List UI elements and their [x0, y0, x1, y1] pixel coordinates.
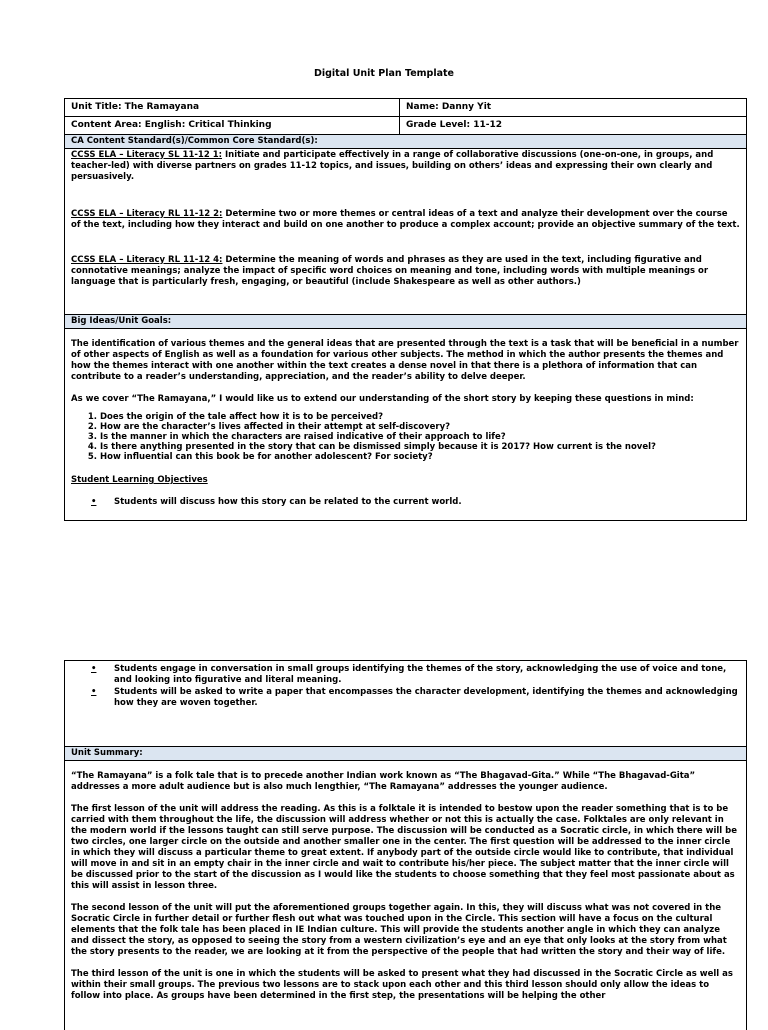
unit-title-cell: Unit Title: The Ramayana: [65, 99, 400, 116]
standard-item: [71, 150, 740, 209]
standard-text: Determine the meaning of words and phrases as they are used in the text, including figurative and connotative meanings; analyze the impact of specific word choices on meaning and tone, including words with multiple meanings or language that is particularly fresh, engaging, or beautiful (include Shakespeare as well as other authors.): [71, 255, 709, 287]
slo-item: [71, 664, 740, 686]
bullet-icon: •: [91, 497, 97, 507]
guiding-question: 4. Is there anything presented in the story that can be dismissed simply because it is 2017? How current is the novel?: [100, 442, 740, 452]
standard-text: Initiate and participate effectively in a range of collaborative discussions (one-on-one, in groups, and teacher-led) with diverse partners on grades 11-12 topics, and issues, building on others’ ideas and expressing their own clearly and persuasively.: [71, 150, 714, 182]
unit-summary-heading: Unit Summary:: [65, 746, 746, 761]
slo-item: [71, 687, 740, 709]
big-ideas-section: [65, 329, 746, 508]
standards-section: [65, 149, 746, 314]
header-row-2: [65, 117, 746, 135]
guiding-question: 3. Is the manner in which the characters are raised indicative of their approach to life?: [100, 432, 740, 442]
summary-paragraph: The second lesson of the unit will put the aforementioned groups together again. In this, they will discuss what was not covered in the Socratic Circle in further detail or further flesh out what was touched upon in the Circle. This section will have a focus on the cultural elements that the folk tale has been placed in IE Indian culture. This will provide the students another angle in which they can analyze and dissect the story, as opposed to seeing the story from a western civilization’s eye and an eye that only looks at the story from what the story presents to the reader, we are looking at it from the perspective of the people that had written the story and their way of life.: [71, 903, 727, 957]
guiding-question: 1. Does the origin of the tale affect how it is to be perceived?: [100, 412, 740, 422]
standard-item: [71, 255, 740, 314]
standard-code: CCSS ELA – Literacy RL 11-12 2:: [71, 209, 223, 219]
big-ideas-paragraph: The identification of various themes and the general ideas that are presented through the text is a task that will be beneficial in a number of other aspects of English as well as a foundation for various other subjects. The method in which the author presents the themes and how the themes interact with one another within the text creates a dense novel in that there is a plethora of information that can contribute to a reader’s understanding, appreciation, and the reader’s ability to delve deeper.: [71, 339, 739, 382]
unit-summary-section: [65, 761, 746, 1002]
bullet-icon: •: [91, 687, 97, 697]
slo-text: Students will be asked to write a paper that encompasses the character development, identifying the themes and acknowledging how they are woven together.: [114, 687, 738, 708]
slo-heading: Student Learning Objectives: [71, 475, 208, 485]
guiding-questions-list: [71, 412, 740, 462]
standard-item: [71, 209, 740, 255]
slo-text: Students engage in conversation in small groups identifying the themes of the story, acknowledging the use of voice and tone, and looking into figurative and literal meaning.: [114, 664, 727, 685]
page-title: Digital Unit Plan Template: [313, 68, 454, 79]
guiding-question: 5. How influential can this book be for another adolescent? For society?: [100, 452, 740, 462]
standard-code: CCSS ELA – Literacy SL 11-12 1:: [71, 150, 223, 160]
slo-item: [71, 497, 740, 508]
standard-code: CCSS ELA – Literacy RL 11-12 4:: [71, 255, 223, 265]
slo-text: Students will discuss how this story can be related to the current world.: [114, 497, 462, 507]
unit-plan-table-part-2: [64, 660, 747, 1030]
bullet-icon: •: [91, 664, 97, 674]
standards-heading: CA Content Standard(s)/Common Core Standard(s):: [65, 135, 746, 149]
grade-level-cell: Grade Level: 11-12: [406, 120, 502, 130]
unit-plan-table-part-1: [64, 98, 747, 521]
header-row-1: [65, 99, 746, 117]
guiding-question: 2. How are the character’s lives affected in their attempt at self-discovery?: [100, 422, 740, 432]
summary-paragraph: “The Ramayana” is a folk tale that is to precede another Indian work known as “The Bhagavad-Gita.” While “The Bhagavad-Gita” addresses a more adult audience but is also much lengthier, “The Ramayana” addresses the younger audience.: [71, 771, 696, 792]
slo-continued-section: [65, 661, 746, 746]
content-area-cell: Content Area: English: Critical Thinking: [65, 117, 400, 134]
big-ideas-heading: Big Ideas/Unit Goals:: [65, 314, 746, 329]
standard-text: Determine two or more themes or central ideas of a text and analyze their development over the course of the text, including how they interact and build on one another to produce a complex account; provide an objective summary of the text.: [71, 209, 740, 230]
questions-intro: As we cover “The Ramayana,” I would like us to extend our understanding of the short story by keeping these questions in mind:: [71, 394, 694, 404]
teacher-name-cell: Name: Danny Yit: [406, 102, 492, 112]
summary-paragraph: The third lesson of the unit is one in which the students will be asked to present what they had discussed in the Socratic Circle as well as within their small groups. The previous two lessons are to stack upon each other and this third lesson should only allow the ideas to follow into place. As groups have been determined in the first step, the presentations will be helping the other: [71, 969, 733, 1001]
summary-paragraph: The first lesson of the unit will address the reading. As this is a folktale it is intended to bestow upon the reader something that is to be carried with them throughout the life, the discussion will address whether or not this is actually the case. Folktales are only relevant in the modern world if the lessons taught can still serve purpose. The discussion will be conducted as a Socratic circle, in which there will be two circles, one larger circle on the outside and another smaller one in the center. The first question will be addressed to the inner circle in which they will discuss a particular theme to great extent. If anybody part of the outside circle would like to contribute, that individual will move in and sit in an empty chair in the inner circle and wait to contribute his/her piece. The subject matter that the inner circle will be discussed prior to the start of the discussion as I would like the students to choose something that they feel most passionate about as this will assist in lesson three.: [71, 804, 738, 891]
